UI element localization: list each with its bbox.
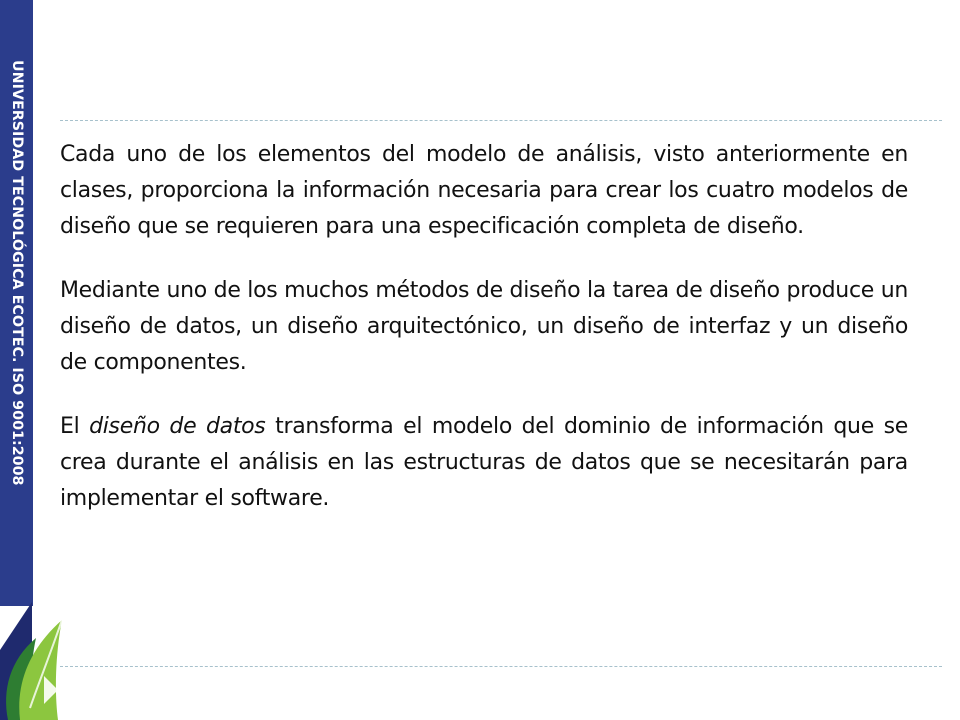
paragraph-3-rest: transforma el modelo del dominio de información que se crea durante el análisis en las estructuras de datos que se necesitarán para implementar el software. <box>60 414 908 511</box>
university-banner-text: UNIVERSIDAD TECNOLÓGICA ECOTEC. ISO 9001:2008 <box>9 60 25 486</box>
bottom-divider <box>60 666 942 667</box>
ecotec-leaf-logo-icon <box>0 590 70 720</box>
slide-body <box>60 137 908 517</box>
paragraph-2: Mediante uno de los muchos métodos de diseño la tarea de diseño produce un diseño de datos, un diseño arquitectónico, un diseño de interfaz y un diseño de componentes. <box>60 278 908 375</box>
paragraph-1: Cada uno de los elementos del modelo de análisis, visto anteriormente en clases, proporciona la información necesaria para crear los cuatro modelos de diseño que se requieren para una especificación completa de diseño. <box>60 142 908 239</box>
side-banner <box>0 0 33 606</box>
paragraph-3-emphasis: diseño de datos <box>89 414 266 439</box>
paragraph-3 <box>60 409 908 517</box>
paragraph-3-lead: El <box>60 414 90 439</box>
top-divider <box>60 120 942 121</box>
